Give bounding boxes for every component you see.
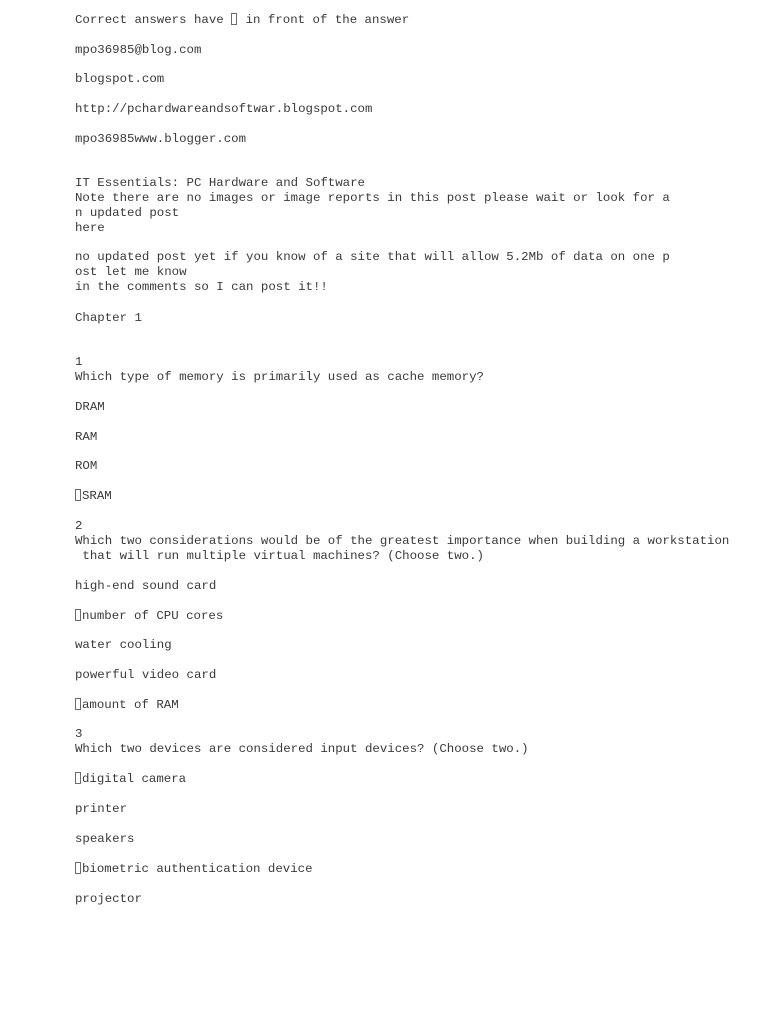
update-line-2: ost let me know bbox=[75, 265, 187, 279]
checkbox-marker-icon bbox=[231, 13, 237, 25]
question-number: 3 bbox=[75, 727, 83, 741]
checkbox-marker-icon bbox=[75, 609, 81, 621]
document-title: IT Essentials: PC Hardware and Software bbox=[75, 176, 365, 190]
answer-option: printer bbox=[75, 802, 128, 816]
answer-option-correct bbox=[75, 698, 179, 713]
checkbox-marker-icon bbox=[75, 772, 81, 784]
note-text-after: in front of the answer bbox=[238, 13, 410, 27]
note-line-2: n updated post bbox=[75, 206, 180, 220]
question-text-continued: that will run multiple virtual machines? (Choose two.) bbox=[75, 549, 484, 563]
answer-option: RAM bbox=[75, 430, 98, 444]
checkbox-marker-icon bbox=[75, 698, 81, 710]
answer-option: DRAM bbox=[75, 400, 105, 414]
checkbox-marker-icon bbox=[75, 862, 81, 874]
chapter-heading: Chapter 1 bbox=[75, 311, 142, 325]
answer-option-correct bbox=[75, 609, 223, 624]
update-line-1: no updated post yet if you know of a site that will allow 5.2Mb of data on one p bbox=[75, 250, 670, 264]
answer-option-correct bbox=[75, 772, 186, 787]
answer-text: SRAM bbox=[82, 489, 112, 503]
answer-option: high-end sound card bbox=[75, 579, 217, 593]
blog-url-text: http://pchardwareandsoftwar.blogspot.com bbox=[75, 102, 373, 116]
question-text: Which two considerations would be of the greatest importance when building a workstation bbox=[75, 534, 730, 548]
note-line-3: here bbox=[75, 221, 105, 235]
question-text: Which two devices are considered input devices? (Choose two.) bbox=[75, 742, 529, 756]
answer-option: ROM bbox=[75, 459, 98, 473]
answer-text: amount of RAM bbox=[82, 698, 179, 712]
answer-text: biometric authentication device bbox=[82, 862, 313, 876]
answer-option: projector bbox=[75, 892, 142, 906]
answer-option: water cooling bbox=[75, 638, 172, 652]
question-text: Which type of memory is primarily used as cache memory? bbox=[75, 370, 484, 384]
note-line-1: Note there are no images or image reports in this post please wait or look for a bbox=[75, 191, 670, 205]
note-text-before: Correct answers have bbox=[75, 13, 232, 27]
question-number: 1 bbox=[75, 355, 83, 369]
answer-option-correct bbox=[75, 489, 112, 504]
question-number: 2 bbox=[75, 519, 83, 533]
answer-option: powerful video card bbox=[75, 668, 217, 682]
email-text: mpo36985@blog.com bbox=[75, 43, 202, 57]
update-line-3: in the comments so I can post it!! bbox=[75, 280, 328, 294]
answer-text: number of CPU cores bbox=[82, 609, 224, 623]
answer-text: digital camera bbox=[82, 772, 187, 786]
answer-option-correct bbox=[75, 862, 313, 877]
answer-option: speakers bbox=[75, 832, 135, 846]
checkbox-marker-icon bbox=[75, 489, 81, 501]
blogspot-text: blogspot.com bbox=[75, 72, 165, 86]
blogger-text: mpo36985www.blogger.com bbox=[75, 132, 247, 146]
correct-answer-note bbox=[75, 13, 409, 28]
